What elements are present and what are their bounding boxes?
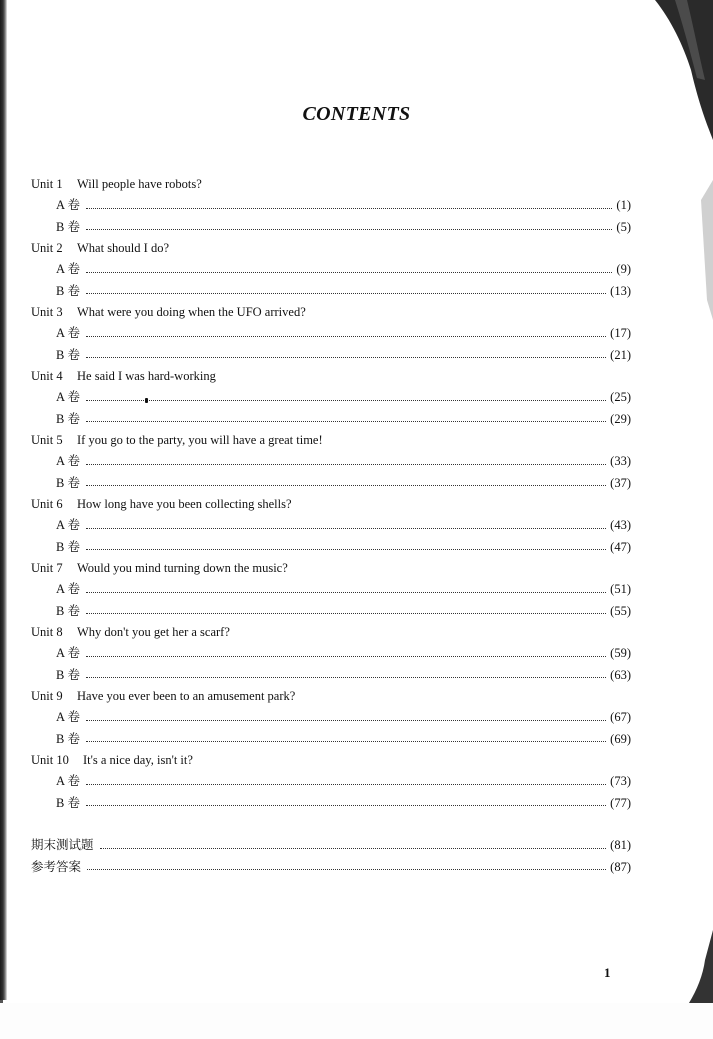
- entry-label: 参考答案: [31, 859, 82, 874]
- page-reference: (43): [610, 518, 631, 532]
- page-reference: (87): [610, 859, 631, 874]
- dot-leader: [86, 292, 606, 294]
- entry-label: B 卷: [56, 347, 80, 362]
- toc-entry-a[interactable]: [31, 323, 631, 345]
- entry-label: A 卷: [56, 454, 80, 468]
- table-of-contents: [31, 174, 631, 878]
- dot-leader: [86, 335, 606, 337]
- entry-label: A 卷: [56, 198, 80, 212]
- unit-title: It's a nice day, isn't it?: [83, 753, 193, 767]
- toc-entry-a[interactable]: [31, 515, 631, 537]
- unit-heading: [31, 686, 631, 707]
- toc-entry-a[interactable]: [31, 643, 631, 665]
- toc-unit-1: [31, 174, 631, 238]
- page-reference: (51): [610, 582, 631, 596]
- toc-entry-b[interactable]: [31, 537, 631, 559]
- entry-label: B 卷: [56, 667, 80, 682]
- entry-label: 期末测试题: [31, 838, 94, 852]
- unit-heading: [31, 430, 631, 451]
- unit-title: What were you doing when the UFO arrived?: [77, 305, 306, 319]
- unit-heading: [31, 238, 631, 259]
- toc-entry-final-test[interactable]: [31, 835, 631, 857]
- page-binding-edge: [0, 0, 7, 1000]
- dot-leader: [86, 399, 606, 401]
- unit-number: Unit 2: [31, 241, 63, 255]
- entry-label: B 卷: [56, 603, 80, 618]
- page-reference: (17): [610, 326, 631, 340]
- dot-leader: [86, 271, 612, 273]
- dot-leader: [86, 655, 606, 657]
- unit-heading: [31, 494, 631, 515]
- toc-entry-b[interactable]: [31, 345, 631, 367]
- dot-leader: [86, 527, 606, 529]
- dot-leader: [86, 591, 606, 593]
- toc-entry-a[interactable]: [31, 579, 631, 601]
- page-reference: (1): [616, 198, 631, 212]
- toc-unit-10: [31, 750, 631, 814]
- unit-title: How long have you been collecting shells?: [77, 497, 292, 511]
- unit-heading: [31, 174, 631, 195]
- dot-leader: [86, 228, 612, 230]
- unit-number: Unit 3: [31, 305, 63, 319]
- toc-entry-a[interactable]: [31, 707, 631, 729]
- entry-label: B 卷: [56, 283, 80, 298]
- toc-unit-8: [31, 622, 631, 686]
- page-reference: (9): [616, 262, 631, 276]
- page-reference: (59): [610, 646, 631, 660]
- page-reference: (33): [610, 454, 631, 468]
- dot-leader: [86, 676, 606, 678]
- toc-entry-a[interactable]: [31, 387, 631, 409]
- page-reference: (5): [616, 219, 631, 234]
- entry-label: A 卷: [56, 582, 80, 596]
- unit-heading: [31, 302, 631, 323]
- unit-title: If you go to the party, you will have a great time!: [77, 433, 323, 447]
- toc-unit-6: [31, 494, 631, 558]
- unit-number: Unit 7: [31, 561, 63, 575]
- dot-leader: [86, 484, 606, 486]
- dot-leader: [86, 719, 606, 721]
- toc-unit-3: [31, 302, 631, 366]
- page-reference: (77): [610, 795, 631, 810]
- toc-entry-b[interactable]: [31, 217, 631, 239]
- unit-title: Why don't you get her a scarf?: [77, 625, 230, 639]
- page-reference: (63): [610, 667, 631, 682]
- dot-leader: [87, 868, 606, 870]
- unit-number: Unit 6: [31, 497, 63, 511]
- page-reference: (37): [610, 475, 631, 490]
- dot-leader: [86, 804, 606, 806]
- toc-entry-a[interactable]: [31, 771, 631, 793]
- toc-entry-b[interactable]: [31, 665, 631, 687]
- page-number: 1: [604, 965, 611, 980]
- entry-label: B 卷: [56, 795, 80, 810]
- entry-label: A 卷: [56, 390, 80, 404]
- unit-heading: [31, 750, 631, 771]
- toc-unit-5: [31, 430, 631, 494]
- toc-unit-2: [31, 238, 631, 302]
- unit-title: Have you ever been to an amusement park?: [77, 689, 296, 703]
- page-title: CONTENTS: [302, 103, 411, 125]
- unit-title: He said I was hard-working: [77, 369, 216, 383]
- unit-number: Unit 8: [31, 625, 63, 639]
- dot-leader: [86, 463, 606, 465]
- entry-label: B 卷: [56, 475, 80, 490]
- unit-number: Unit 10: [31, 753, 69, 767]
- dot-leader: [86, 740, 606, 742]
- toc-unit-7: [31, 558, 631, 622]
- toc-entry-answer-key[interactable]: [31, 857, 631, 879]
- page-reference: (73): [610, 774, 631, 788]
- entry-label: A 卷: [56, 774, 80, 788]
- toc-unit-4: [31, 366, 631, 430]
- page-reference: (69): [610, 731, 631, 746]
- page-reference: (29): [610, 411, 631, 426]
- unit-title: Would you mind turning down the music?: [77, 561, 288, 575]
- entry-label: A 卷: [56, 646, 80, 660]
- dot-leader: [86, 548, 606, 550]
- section-gap: [31, 814, 631, 835]
- toc-entry-b[interactable]: [31, 601, 631, 623]
- page-reference: (21): [610, 347, 631, 362]
- entry-label: A 卷: [56, 710, 80, 724]
- unit-number: Unit 5: [31, 433, 63, 447]
- toc-unit-9: [31, 686, 631, 750]
- entry-label: A 卷: [56, 262, 80, 276]
- unit-title: Will people have robots?: [77, 177, 202, 191]
- entry-label: B 卷: [56, 539, 80, 554]
- page-reference: (81): [610, 838, 631, 852]
- page-reference: (55): [610, 603, 631, 618]
- toc-entry-a[interactable]: [31, 451, 631, 473]
- unit-heading: [31, 558, 631, 579]
- toc-entry-b[interactable]: [31, 281, 631, 303]
- toc-entry-a[interactable]: [31, 195, 631, 217]
- page-reference: (67): [610, 710, 631, 724]
- scan-bottom-margin: [0, 1003, 713, 1039]
- dot-leader: [86, 612, 606, 614]
- unit-heading: [31, 366, 631, 387]
- dot-leader: [86, 356, 606, 358]
- page-reference: (47): [610, 539, 631, 554]
- toc-entry-b[interactable]: [31, 793, 631, 815]
- entry-label: B 卷: [56, 731, 80, 746]
- unit-title: What should I do?: [77, 241, 169, 255]
- page-reference: (13): [610, 283, 631, 298]
- toc-entry-b[interactable]: [31, 409, 631, 431]
- scan-speck: [145, 398, 148, 403]
- unit-number: Unit 1: [31, 177, 63, 191]
- toc-entry-b[interactable]: [31, 473, 631, 495]
- entry-label: B 卷: [56, 411, 80, 426]
- toc-entry-a[interactable]: [31, 259, 631, 281]
- unit-number: Unit 9: [31, 689, 63, 703]
- dot-leader: [86, 783, 606, 785]
- entry-label: A 卷: [56, 518, 80, 532]
- page-reference: (25): [610, 390, 631, 404]
- entry-label: A 卷: [56, 326, 80, 340]
- entry-label: B 卷: [56, 219, 80, 234]
- dot-leader: [100, 847, 607, 849]
- toc-entry-b[interactable]: [31, 729, 631, 751]
- dot-leader: [86, 207, 612, 209]
- unit-number: Unit 4: [31, 369, 63, 383]
- unit-heading: [31, 622, 631, 643]
- dot-leader: [86, 420, 606, 422]
